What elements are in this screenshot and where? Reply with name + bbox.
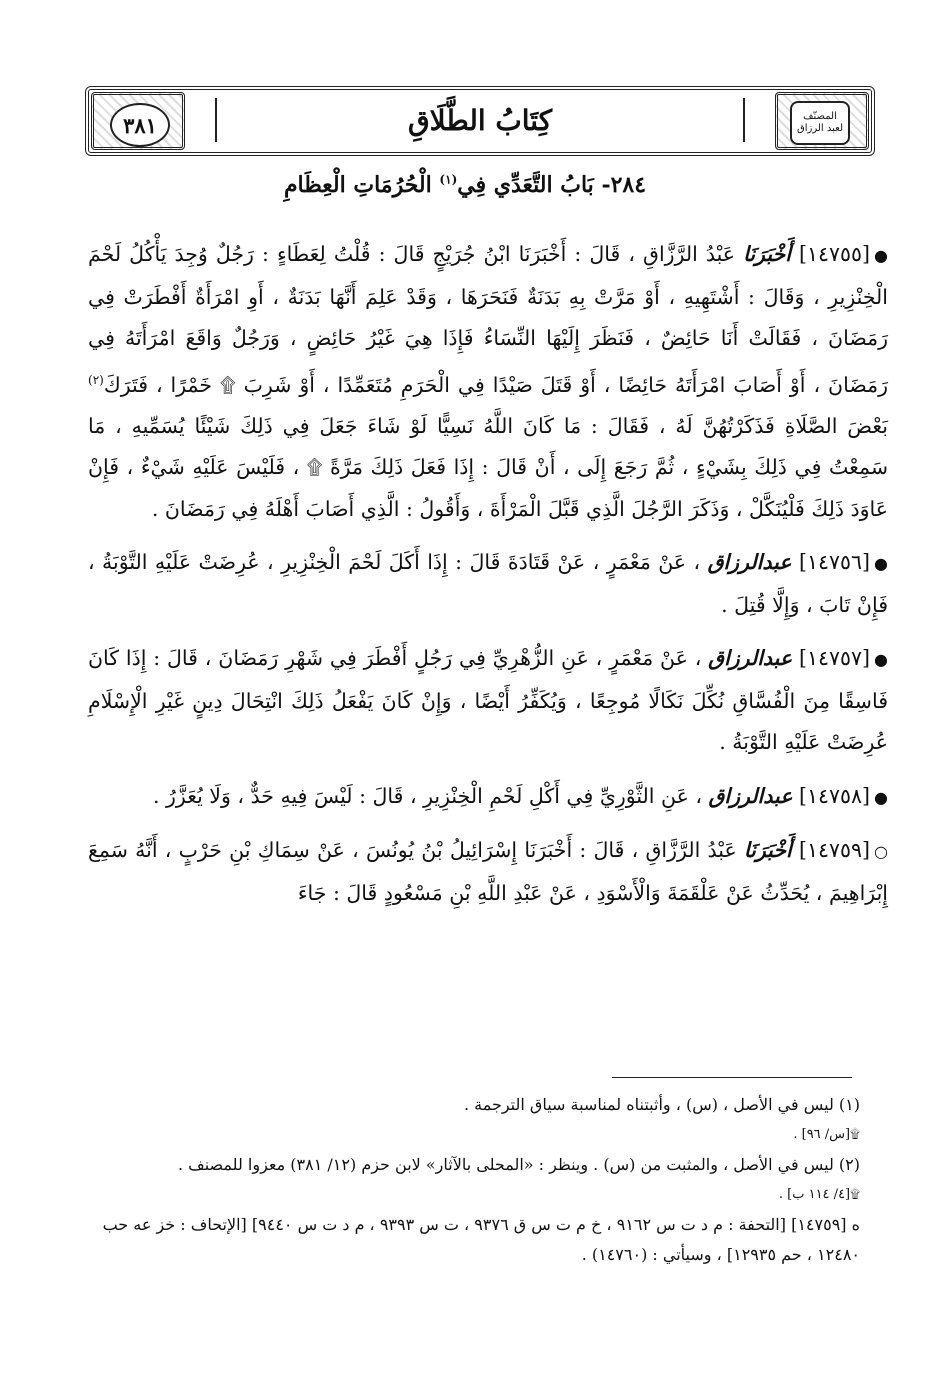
hadith-entry	[88, 234, 888, 530]
hadith-number: [١٤٧٥٨]	[798, 783, 871, 808]
footnote: (٢) ليس في الأصل ، والمثبت من (س) . وينظر : «المحلى بالآثار» لابن حزم (١٢/ ٣٨١) معزوا للمصنف .	[177, 1155, 860, 1174]
bullet-icon: ●	[874, 246, 888, 265]
book-seal-logo	[790, 101, 850, 145]
footnote-separator	[612, 1077, 852, 1078]
hadith-entry	[88, 638, 888, 764]
seal-line1: المصنّف	[803, 111, 837, 122]
footnote: ۩[٤/ ١١٤ ب] .	[778, 1187, 860, 1202]
hadith-source: أَخْبَرَنَا	[743, 242, 791, 266]
hadith-entry	[88, 542, 888, 626]
seal-line2: لعبد الرزاق	[796, 123, 844, 134]
footnote: (١) ليس في الأصل ، (س) ، وأثبتناه لمناسبة سياق الترجمة .	[463, 1095, 860, 1114]
hadith-text: ، عَنْ مَعْمَرٍ ، عَنِ الزُّهْرِيِّ فِي رَجُلٍ أَفْطَرَ فِي شَهْرِ رَمَضَانَ ، قَالَ : إِذَا كَانَ فَاسِقًا مِنَ الْفُسَّاقِ نُكِّلَ نَكَالًا مُوجِعًا ، وَيُكَفِّرُ أَيْضًا ، وَإِنْ كَانَ يَفْعَلُ ذَلِكَ انْتِحَالَ دِينٍ غَيْرِ الْإِسْلَامِ عُرِضَتْ عَلَيْهِ التَّوْبَةُ .	[88, 646, 888, 755]
hadith-text: ، عَنِ الثَّوْرِيِّ فِي أَكْلِ لَحْمِ الْخِنْزِيرِ ، قَالَ : لَيْسَ فِيهِ حَدٌّ ، وَلَا يُعَزَّرُ .	[152, 783, 709, 808]
main-text	[88, 234, 888, 926]
hadith-text: ، عَنْ مَعْمَرٍ ، عَنْ قَتَادَةَ قَالَ : إِذَا أَكَلَ لَحْمَ الْخِنْزِيرِ ، عُرِضَتْ عَلَيْهِ التَّوْبَةُ ، فَإِنْ تَابَ ، وَإِلَّا قُتِلَ .	[88, 550, 888, 617]
header-ornament-left	[91, 92, 185, 150]
hadith-number: [١٤٧٥٦]	[798, 550, 871, 575]
bullet-icon: ●	[874, 787, 888, 807]
bullet-icon: ●	[874, 554, 888, 574]
chapter-heading-text: ٢٨٤- بَابُ التَّعَدِّي فِي	[457, 172, 647, 198]
footnote: ه [١٤٧٥٩] [التحفة : م د ت س ٩١٦٢ ، خ م ت س ق ٩٣٧٦ ، ت س ٩٣٩٣ ، م د ت س ٩٤٤٠] [الإتحاف : خز عه حب ١٢٤٨٠ ، حم ١٢٩٣٥] ، وسيأتي : (١٤٧٦٠) .	[102, 1215, 860, 1264]
hadith-text-2: بَعْضَ الصَّلَاةِ فَذَكَرْتُهُنَّ لَهُ ، فَقَالَ : مَا كَانَ اللَّهُ نَسِيًّا لَوْ شَاءَ جَعَلَ فِي ذَلِكَ شَيْئًا يُسَمِّيهِ ، مَا سَمِعْتُ فِي ذَلِكَ بِشَيْءٍ ، ثُمَّ رَجَعَ إِلَى ، أَنْ قَالَ : إِذَا فَعَلَ ذَلِكَ مَرَّةً ۩ ، فَلَيْسَ عَلَيْهِ شَيْءٌ ، فَإِنْ عَاوَدَ ذَلِكَ فَلْيُنَكَّلْ ، وَذَكَرَ الرَّجُلَ الَّذِي قَبَّلَ الْمَرْأَةَ ، وَأَقُولُ : الَّذِي أَصَابَ أَهْلَهُ فِي رَمَضَانَ .	[88, 413, 888, 521]
hadith-source: عبدالرزاق	[708, 783, 793, 808]
book-title: كِتَابُ الطَّلَاقِ	[215, 98, 745, 142]
footnotes	[80, 1090, 860, 1270]
hadith-entry	[88, 830, 888, 914]
header-ornament-right	[775, 92, 869, 150]
chapter-heading	[0, 172, 930, 198]
footnote-ref: (٢)	[88, 372, 104, 387]
open-circle-icon: ○	[874, 842, 888, 862]
hadith-source: أَخْبَرَنَا	[743, 838, 792, 863]
hadith-number: [١٤٧٥٧]	[798, 646, 871, 671]
hadith-source: عبدالرزاق	[707, 550, 792, 575]
hadith-entry	[88, 776, 888, 819]
footnote: ۩[س/ ٩٦] .	[793, 1127, 860, 1142]
page-number: ٣٨١	[110, 103, 170, 147]
hadith-source: عبدالرزاق	[708, 646, 793, 671]
running-header	[85, 86, 875, 156]
footnote-ref: (١)	[439, 172, 458, 187]
bullet-icon: ●	[874, 650, 888, 670]
hadith-number: [١٤٧٥٩]	[798, 838, 871, 863]
hadith-text: عَبْدُ الرَّزَّاقِ ، قَالَ : أَخْبَرَنَا ابْنُ جُرَيْجٍ قَالَ : قُلْتُ لِعَطَاءٍ : رَجُلٌ وُجِدَ يَأْكُلُ لَحْمَ الْخِنْزِيرِ ، وَقَالَ : أَشْتَهِيهِ ، أَوْ مَرَّتْ بِهِ بَدَنَةٌ فَنَحَرَهَا ، وَقَدْ عَلِمَ أَنَّهَا بَدَنَةٌ ، أَوِ امْرَأَةٌ أَفْطَرَتْ فِي رَمَضَانَ ، فَقَالَتْ أَنَا حَائِضٌ ، فَنَظَرَ إِلَيْهَا النِّسَاءُ فَإِذَا هِيَ غَيْرُ حَائِضٍ ، وَرَجُلٌ وَاقَعَ امْرَأَتَهُ فِي رَمَضَانَ ، أَوْ أَصَابَ امْرَأَتَهُ حَائِضًا ، أَوْ قَتَلَ صَيْدًا فِي الْحَرَمِ مُتَعَمِّدًا ، أَوْ شَرِبَ ۩ خَمْرًا ، فَتَرَكَ	[88, 242, 888, 397]
chapter-heading-text-2: الْحُرُمَاتِ الْعِظَامِ	[283, 172, 440, 198]
hadith-text: عَبْدُ الرَّزَّاقِ ، قَالَ : أَخْبَرَنَا إِسْرَائِيلُ بْنُ يُونُسَ ، عَنْ سِمَاكِ بْنِ حَرْبٍ ، أَنَّهُ سَمِعَ إِبْرَاهِيمَ ، يُحَدِّثُ عَنْ عَلْقَمَةَ وَالْأَسْوَدِ ، عَنْ عَبْدِ اللَّهِ بْنِ مَسْعُودٍ قَالَ : جَاءَ	[88, 838, 888, 905]
hadith-number: [١٤٧٥٥]	[798, 242, 871, 266]
